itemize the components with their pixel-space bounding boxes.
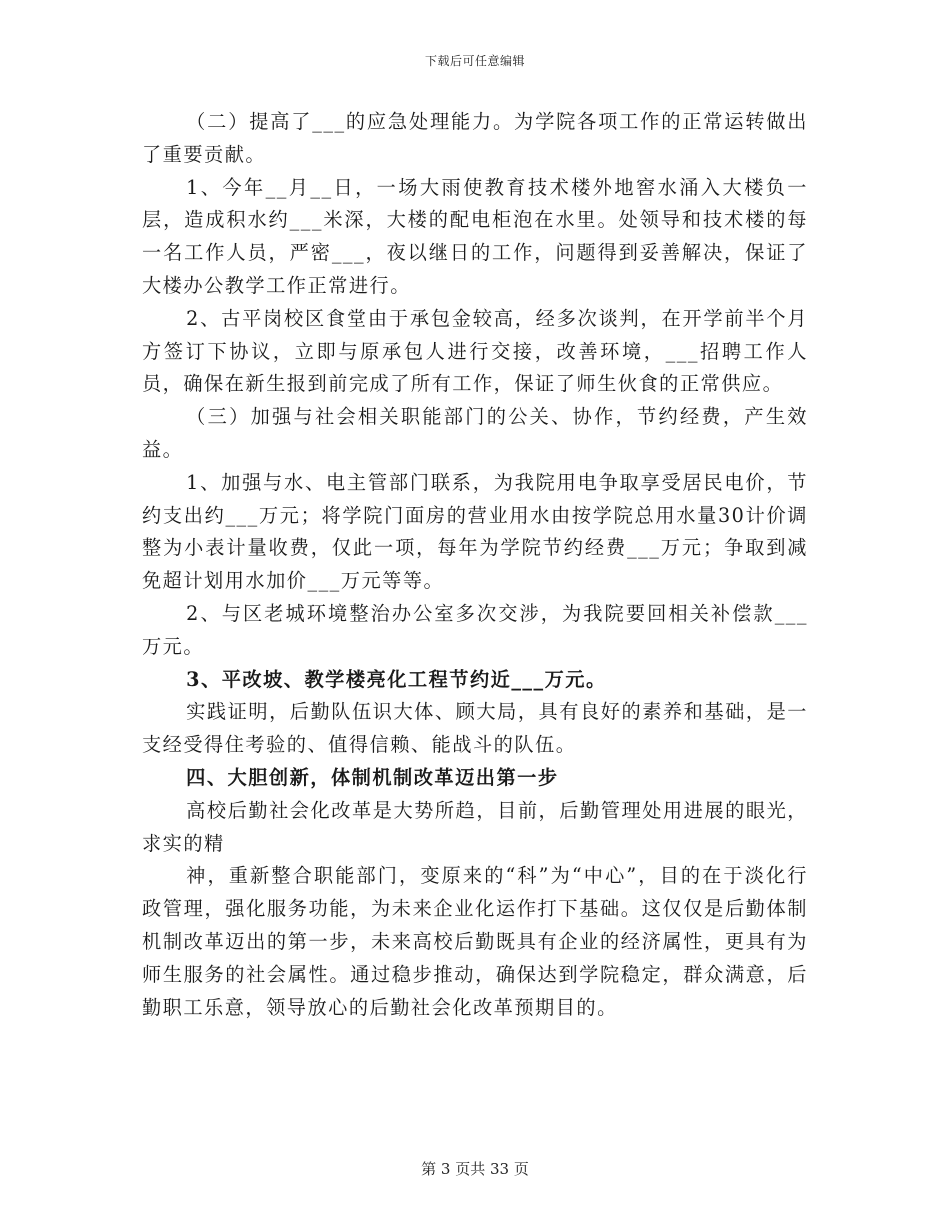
- paragraph-item-3-roof-lighting: 3、平改坡、教学楼亮化工程节约近___万元。: [186, 667, 607, 691]
- document-body: [142, 106, 808, 1024]
- paragraph-item-2-compensation: 2、与区老城环境整治办公室多次交涉，为我院要回相关补偿款___万元。: [142, 601, 808, 658]
- paragraph-item-2-canteen: 2、古平岗校区食堂由于承包金较高，经多次谈判，在开学前半个月方签订下协议，立即与原承包人进行交接，改善环境，___招聘工作人员，确保在新生报到前完成了所有工作，保证了师生伙食的正常供应。: [142, 306, 808, 396]
- paragraph-item-1-flood: 1、今年__月__日，一场大雨使教育技术楼外地窖水涌入大楼负一层，造成积水约___米深，大楼的配电柜泡在水里。处领导和技术楼的每一名工作人员，严密___，夜以继日的工作，问题得到妥善解决，保证了大楼办公教学工作正常进行。: [142, 175, 808, 297]
- page-number: 第 3 页共 33 页: [421, 1160, 529, 1178]
- paragraph-section-3-heading: （三）加强与社会相关职能部门的公关、协作，节约经费，产生效益。: [142, 405, 808, 461]
- paragraph-item-1-utilities: 1、加强与水、电主管部门联系，为我院用电争取享受居民电价，节约支出约___万元；将学院门面房的营业用水由按学院总用水量30计价调整为小表计量收费，仅此一项，每年为学院节约经费___万元；争取到减免超计划用水加价___万元等等。: [142, 470, 808, 593]
- section-4-heading: 四、大胆创新，体制机制改革迈出第一步: [186, 765, 559, 789]
- paragraph-reform-body: 神，重新整合职能部门，变原来的“科”为“中心”，目的在于淡化行政管理，强化服务功能，为未来企业化运作打下基础。这仅仅是后勤体制机制改革迈出的第一步，未来高校后勤既具有企业的经济属性，更具有为师生服务的社会属性。通过稳步推动，确保达到学院稳定，群众满意，后勤职工乐意，领导放心的后勤社会化改革预期目的。: [142, 864, 808, 1019]
- page-header: 下载后可任意编辑: [424, 54, 525, 68]
- paragraph-practice-summary: 实践证明，后勤队伍识大体、顾大局，具有良好的素养和基础，是一支经受得住考验的、值得信赖、能战斗的队伍。: [142, 700, 808, 757]
- paragraph-reform-intro: 高校后勤社会化改革是大势所趋，目前，后勤管理处用进展的眼光，求实的精: [142, 798, 808, 855]
- paragraph-section-2-heading: （二）提高了___的应急处理能力。为学院各项工作的正常运转做出了重要贡献。: [142, 110, 808, 166]
